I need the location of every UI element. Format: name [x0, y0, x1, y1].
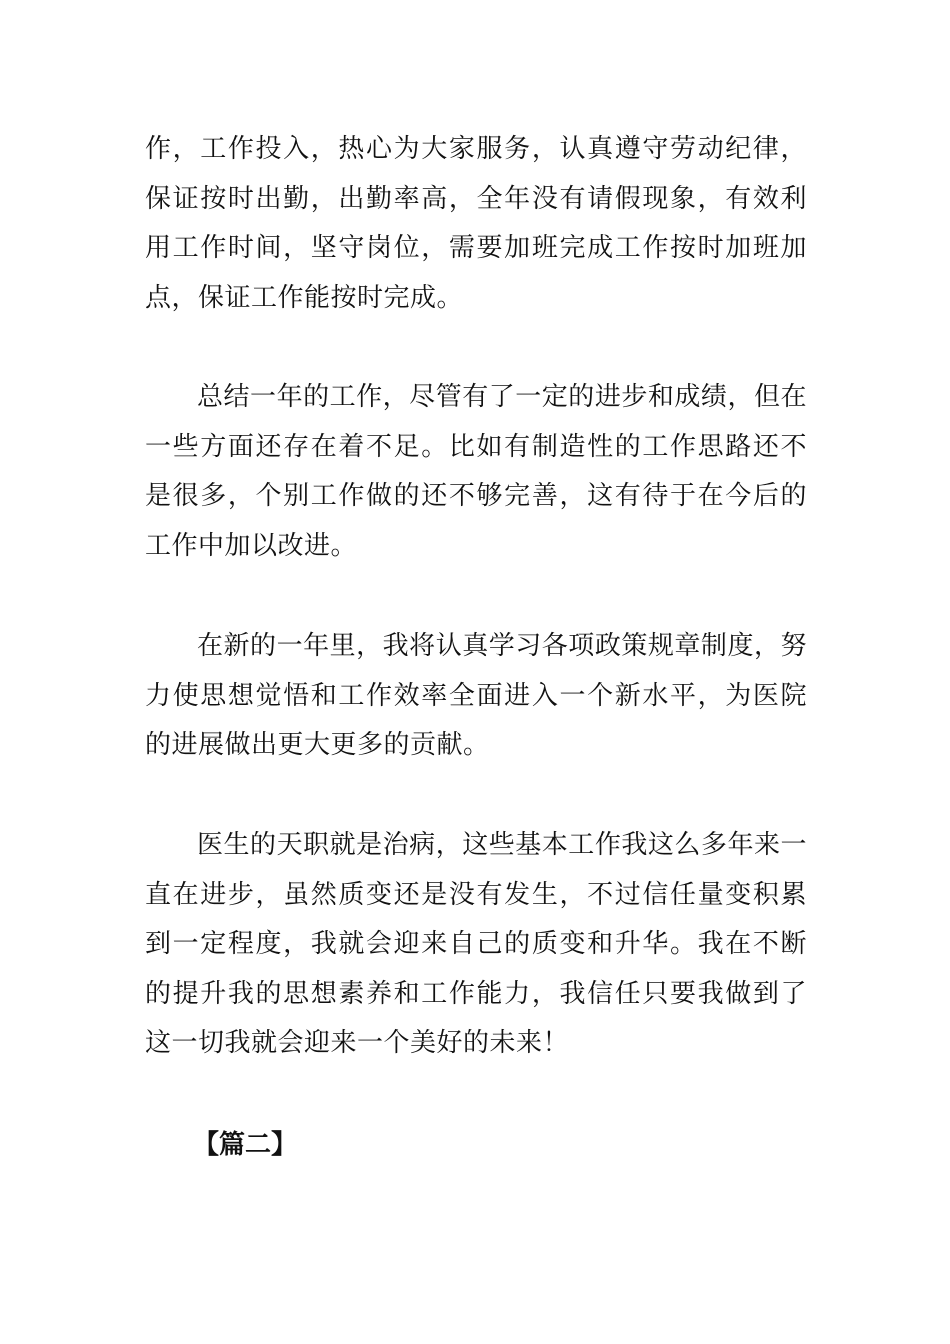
paragraph-doctor-duty: 医生的天职就是治病，这些基本工作我这么多年来一直在进步，虽然质变还是没有发生，不过信任量变积累到一定程度，我就会迎来自己的质变和升华。我在不断的提升我的思想素养和工作能力，我信任只要我做到了这一切我就会迎来一个美好的未来！	[145, 830, 807, 1058]
paragraph-summary: 总结一年的工作，尽管有了一定的进步和成绩，但在一些方面还存在着不足。比如有制造性的工作思路还不是很多，个别工作做的还不够完善，这有待于在今后的工作中加以改进。	[145, 382, 807, 561]
paragraph-continued: 作，工作投入，热心为大家服务，认真遵守劳动纪律，保证按时出勤，出勤率高，全年没有请假现象，有效利用工作时间，坚守岗位，需要加班完成工作按时加班加点，保证工作能按时完成。	[145, 134, 807, 313]
section-heading: 【篇二】	[193, 1130, 298, 1160]
paragraph-new-year: 在新的一年里，我将认真学习各项政策规章制度，努力使思想觉悟和工作效率全面进入一个新水平，为医院的进展做出更大更多的贡献。	[145, 631, 807, 760]
